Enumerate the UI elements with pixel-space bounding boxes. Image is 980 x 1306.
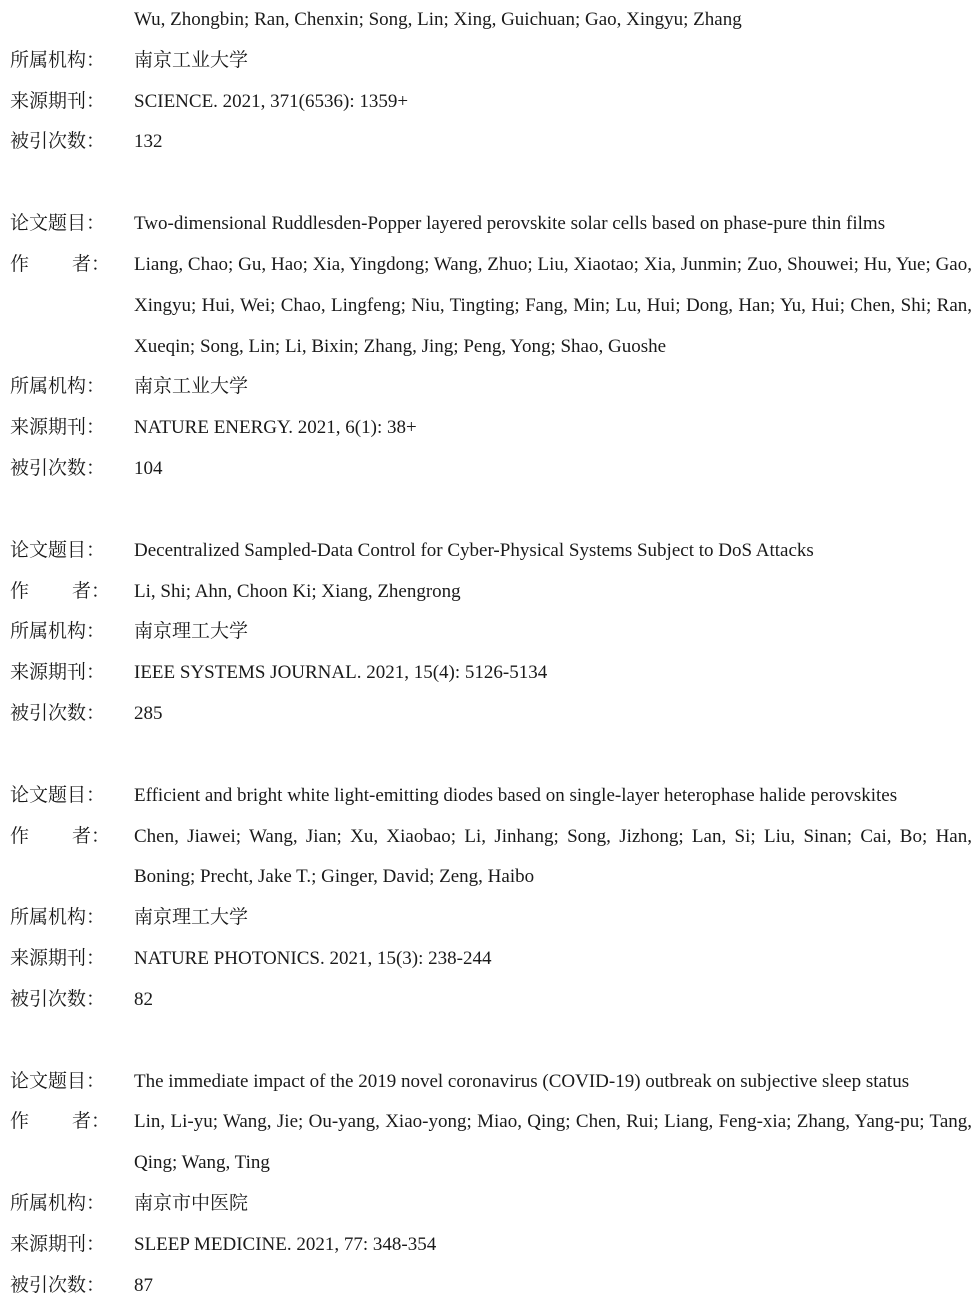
source-value: SCIENCE. 2021, 371(6536): 1359+ <box>134 90 409 112</box>
authors-label: 作 者： <box>10 253 111 275</box>
authors-label: 作 者： <box>10 825 111 847</box>
citation-list <box>10 0 972 1306</box>
source-row <box>10 1225 972 1266</box>
title-label: 论文题目： <box>10 1070 106 1092</box>
authors-row <box>10 245 972 367</box>
institution-value: 南京工业大学 <box>134 49 249 71</box>
title-value: The immediate impact of the 2019 novel coronavirus (COVID-19) outbreak on subjective sleep status <box>134 1070 910 1092</box>
title-label: 论文题目： <box>10 213 106 235</box>
paper-entry <box>10 531 972 735</box>
source-label: 来源期刊： <box>10 90 106 112</box>
authors-value: Li, Shi; Ahn, Choon Ki; Xiang, Zhengrong <box>134 580 461 602</box>
paper-entry <box>10 0 972 163</box>
authors-value: Chen, Jiawei; Wang, Jian; Xu, Xiaobao; Li, Jinhang; Song, Jizhong; Lan, Si; Liu, Sinan; Cai, Bo; Han, Boning; Precht, Jake T.; Ginger, David; Zeng, Haibo <box>134 825 972 888</box>
authors-row <box>10 0 972 41</box>
authors-row <box>10 572 972 613</box>
source-row <box>10 939 972 980</box>
title-label: 论文题目： <box>10 539 106 561</box>
institution-label: 所属机构： <box>10 907 106 929</box>
citations-value: 104 <box>134 457 163 479</box>
authors-row <box>10 1102 972 1184</box>
title-label: 论文题目： <box>10 784 106 806</box>
title-row <box>10 776 972 817</box>
authors-value: Wu, Zhongbin; Ran, Chenxin; Song, Lin; Xing, Guichuan; Gao, Xingyu; Zhang <box>134 9 742 30</box>
citations-label: 被引次数： <box>10 1274 106 1296</box>
paper-entry <box>10 1062 972 1306</box>
source-label: 来源期刊： <box>10 662 106 684</box>
paper-entry <box>10 776 972 1021</box>
source-row <box>10 82 972 123</box>
institution-row <box>10 1184 972 1225</box>
citations-label: 被引次数： <box>10 457 106 479</box>
institution-row <box>10 41 972 82</box>
institution-row <box>10 612 972 653</box>
source-value: IEEE SYSTEMS JOURNAL. 2021, 15(4): 5126-5134 <box>134 662 548 684</box>
source-label: 来源期刊： <box>10 947 106 969</box>
source-label: 来源期刊： <box>10 417 106 439</box>
institution-label: 所属机构： <box>10 49 106 71</box>
citations-label: 被引次数： <box>10 988 106 1010</box>
authors-label: 作 者： <box>10 1111 111 1133</box>
citations-row <box>10 980 972 1021</box>
title-value: Efficient and bright white light-emitting diodes based on single-layer heterophase halide perovskites <box>134 784 898 806</box>
institution-value: 南京理工大学 <box>134 907 249 929</box>
institution-value: 南京工业大学 <box>134 376 249 398</box>
institution-label: 所属机构： <box>10 376 106 398</box>
citations-value: 87 <box>134 1274 153 1296</box>
citations-value: 132 <box>134 131 163 153</box>
institution-value: 南京理工大学 <box>134 621 249 643</box>
citations-label: 被引次数： <box>10 131 106 153</box>
title-row <box>10 204 972 245</box>
title-value: Decentralized Sampled-Data Control for Cyber-Physical Systems Subject to DoS Attacks <box>134 539 814 561</box>
citations-value: 285 <box>134 702 163 724</box>
citations-row <box>10 694 972 735</box>
authors-value: Lin, Li-yu; Wang, Jie; Ou-yang, Xiao-yong; Miao, Qing; Chen, Rui; Liang, Feng-xia; Zhang, Yang-pu; Tang, Qing; Wang, Ting <box>134 1111 972 1174</box>
source-label: 来源期刊： <box>10 1233 106 1255</box>
citations-row <box>10 1266 972 1306</box>
citations-row <box>10 449 972 490</box>
institution-row <box>10 367 972 408</box>
institution-row <box>10 898 972 939</box>
institution-label: 所属机构： <box>10 621 106 643</box>
source-row <box>10 408 972 449</box>
source-value: NATURE PHOTONICS. 2021, 15(3): 238-244 <box>134 947 492 969</box>
authors-row <box>10 817 972 899</box>
citations-value: 82 <box>134 988 153 1010</box>
institution-label: 所属机构： <box>10 1192 106 1214</box>
paper-entry <box>10 204 972 490</box>
source-row <box>10 653 972 694</box>
citations-row <box>10 122 972 163</box>
citations-label: 被引次数： <box>10 702 106 724</box>
authors-label: 作 者： <box>10 580 111 602</box>
institution-value: 南京市中医院 <box>134 1192 249 1214</box>
source-value: NATURE ENERGY. 2021, 6(1): 38+ <box>134 417 417 439</box>
source-value: SLEEP MEDICINE. 2021, 77: 348-354 <box>134 1233 437 1255</box>
title-value: Two-dimensional Ruddlesden-Popper layered perovskite solar cells based on phase-pure thin films <box>134 213 886 235</box>
title-row <box>10 1062 972 1103</box>
authors-value: Liang, Chao; Gu, Hao; Xia, Yingdong; Wang, Zhuo; Liu, Xiaotao; Xia, Junmin; Zuo, Shouwei; Hu, Yue; Gao, Xingyu; Hui, Wei; Chao, Lingfeng; Niu, Tingting; Fang, Min; Lu, Hui; Dong, Han; Yu, Hui; Chen, Shi; Ran, Xueqin; Song, Lin; Li, Bixin; Zhang, Jing; Peng, Yong; Shao, Guoshe <box>134 253 972 357</box>
title-row <box>10 531 972 572</box>
